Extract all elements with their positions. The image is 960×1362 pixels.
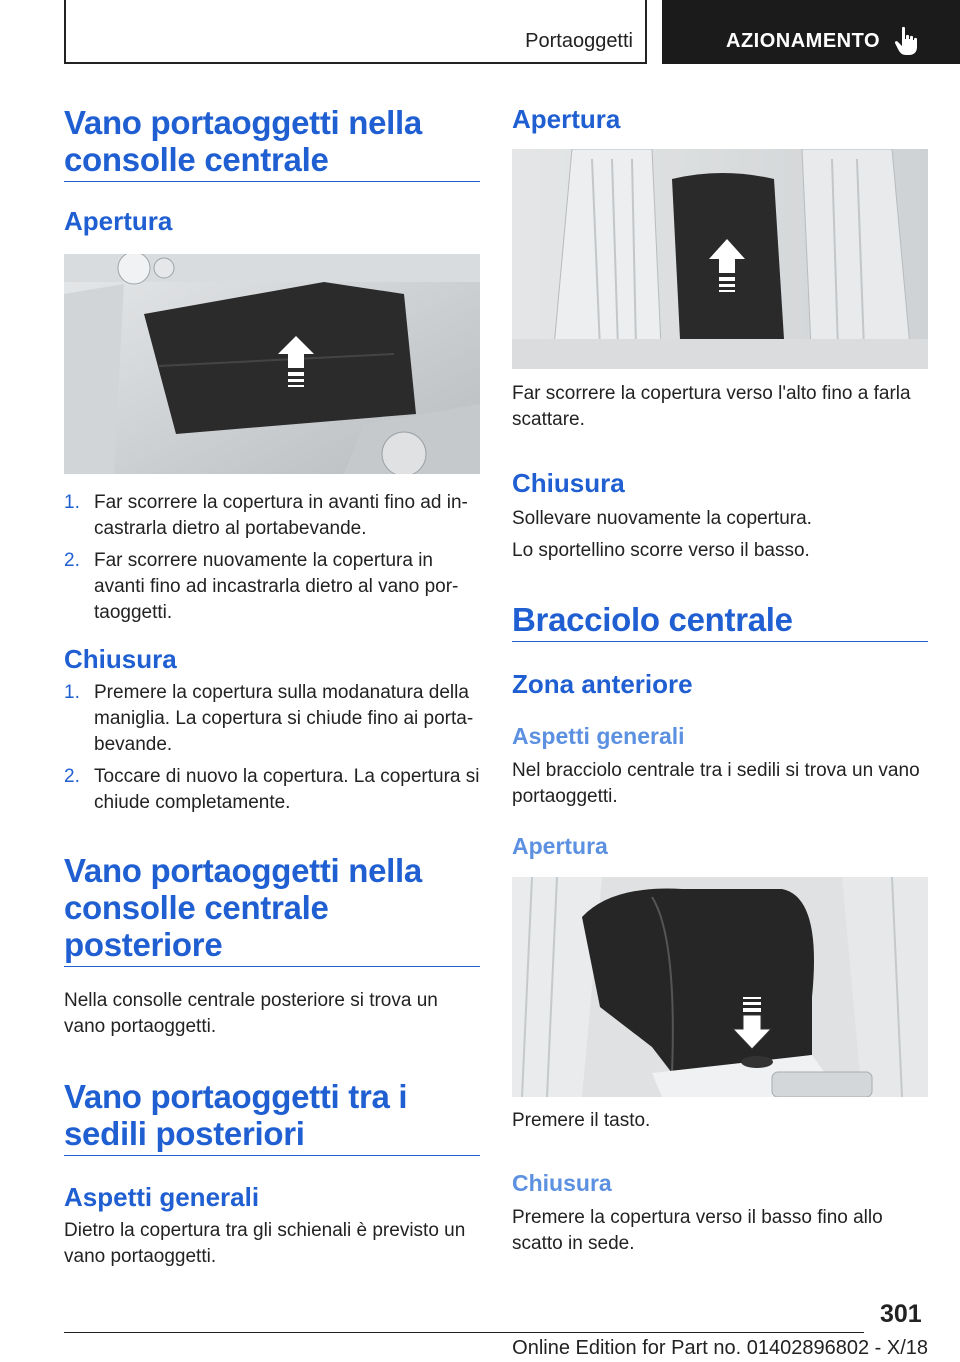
heading-general: Aspetti generali xyxy=(64,1182,260,1212)
figure-armrest-button xyxy=(512,877,928,1097)
paragraph-general: Nel bracciolo centrale tra i sedili si trova un vano portaoggetti. xyxy=(512,760,920,807)
paragraph-closing-2: Lo sportellino scorre verso il basso. xyxy=(512,540,810,561)
section-title-rear-console: Vano portaoggetti nella consolle centrale posteriore xyxy=(64,852,422,963)
heading-front-zone: Zona anteriore xyxy=(512,669,693,699)
section-rule xyxy=(512,641,928,642)
paragraph-general: Dietro la copertura tra gli schienali è previsto un vano portaoggetti. xyxy=(64,1220,466,1267)
closing-steps-list xyxy=(64,680,480,822)
list-item: 1. Far scorrere la copertura in avanti fino ad incastrarla dietro al portabevande. xyxy=(64,492,468,539)
section-title-armrest: Bracciolo centrale xyxy=(512,601,793,638)
footer-edition: Online Edition for Part no. 01402896802 - X/18 xyxy=(512,1337,928,1359)
header-chapter-tab[interactable] xyxy=(662,0,960,64)
header-section-box xyxy=(64,0,647,64)
pointing-hand-icon xyxy=(894,26,920,56)
list-item: 1. Premere la copertura sulla modanatura della maniglia. La copertura si chiude fino ai portabevande. xyxy=(64,682,474,755)
heading-closing: Chiusura xyxy=(64,644,177,674)
paragraph-opening: Far scorrere la copertura verso l'alto fino a farla scattare. xyxy=(512,383,911,430)
section-title-console-storage: Vano portaoggetti nella consolle centrale xyxy=(64,104,422,178)
header-chapter-label: AZIONAMENTO xyxy=(726,30,881,52)
heading-general: Aspetti generali xyxy=(512,723,685,749)
paragraph-rear-console: Nella consolle centrale posteriore si trova un vano portaoggetti. xyxy=(64,990,438,1037)
list-item: 2. Far scorrere nuovamente la copertura in avanti fino ad incastrarla dietro al vano portaoggetti. xyxy=(64,550,459,623)
header-section-label: Portaoggetti xyxy=(525,30,633,52)
page-number: 301 xyxy=(880,1300,922,1328)
section-rule xyxy=(64,966,480,967)
figure-rear-seat-cover xyxy=(512,149,928,369)
heading-opening: Apertura xyxy=(512,833,608,859)
heading-closing: Chiusura xyxy=(512,1170,612,1196)
figure-center-console-cover xyxy=(64,254,480,474)
section-title-between-seats: Vano portaoggetti tra i sedili posteriori xyxy=(64,1078,408,1152)
paragraph-opening: Premere il tasto. xyxy=(512,1110,651,1131)
opening-steps-list xyxy=(64,490,480,632)
paragraph-closing-1: Sollevare nuovamente la copertura. xyxy=(512,508,812,529)
list-item: 2. Toccare di nuovo la copertura. La copertura si chiude completamente. xyxy=(64,766,480,813)
paragraph-closing: Premere la copertura verso il basso fino allo scatto in sede. xyxy=(512,1207,883,1254)
heading-closing: Chiusura xyxy=(512,468,625,498)
section-rule xyxy=(64,1155,480,1156)
footer-rule xyxy=(64,1332,864,1333)
heading-opening: Apertura xyxy=(512,104,621,134)
heading-opening: Apertura xyxy=(64,206,173,236)
section-rule xyxy=(64,181,480,182)
